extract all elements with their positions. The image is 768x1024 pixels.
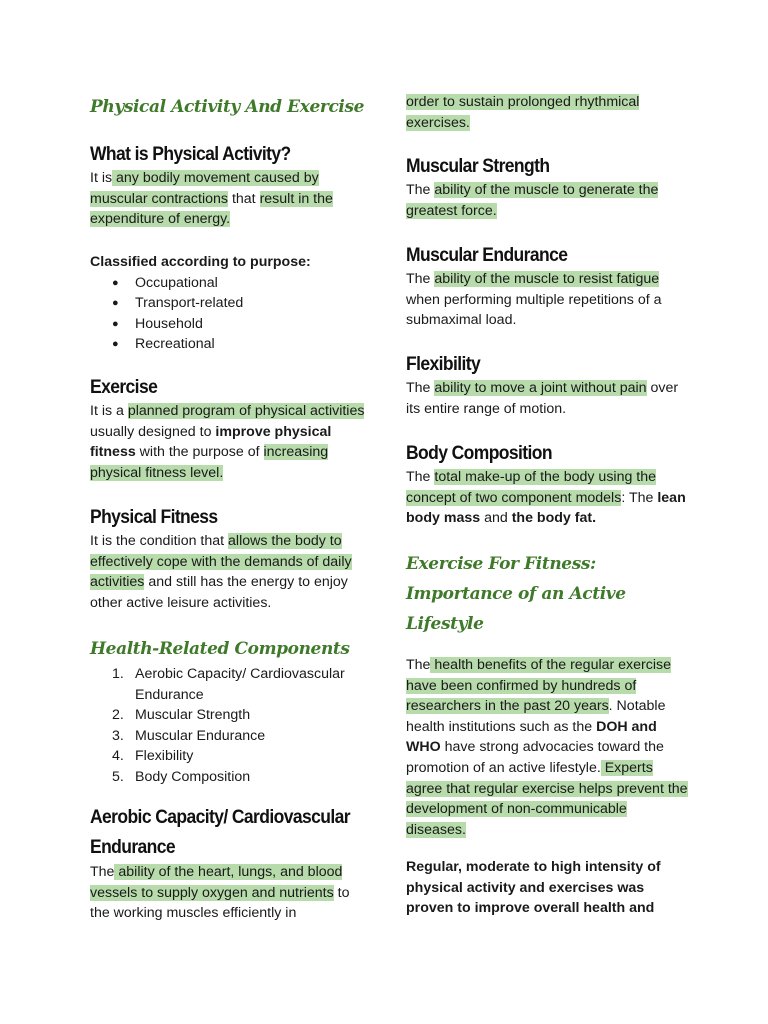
classified-label: Classified according to purpose: [90, 254, 311, 270]
text-run: The [406, 182, 435, 198]
highlighted-text: ability of the muscle to generate the greatest force. [406, 182, 659, 219]
section-heading: Health-Related Components [90, 639, 350, 659]
text-run: to the working muscles efficiently in [90, 884, 350, 922]
section-flexibility [406, 352, 688, 419]
text-run: have strong advocacies toward the promotion of an active lifestyle. [406, 739, 664, 776]
section-paragraph [406, 269, 688, 331]
highlighted-text: ability of the heart, lungs, and blood vessels to supply oxygen and nutrients [90, 864, 343, 901]
list-text: Body Composition [135, 768, 251, 785]
text-run: usually designed to [90, 423, 216, 440]
section-muscular-strength [406, 154, 688, 221]
section-heading: Muscular Endurance [406, 243, 568, 266]
text-run: and [480, 510, 512, 527]
list-number: 3. [112, 727, 124, 744]
section-heading: Body Composition [406, 441, 552, 464]
list-item: ● Recreational [112, 334, 372, 355]
bold-text: DOH and WHO [406, 718, 657, 756]
section-muscular-endurance [406, 243, 688, 331]
bold-text: the body fat. [511, 510, 597, 527]
section-paragraph [90, 531, 372, 613]
section-paragraph [406, 378, 688, 419]
highlighted-text: planned program of physical activities [127, 403, 365, 419]
section-heading: Flexibility [406, 352, 481, 375]
section-health-related-components [90, 634, 372, 788]
section-aerobic-capacity [90, 804, 372, 924]
section-heading: Exercise For Fitness: Importance of an Active Lifestyle [406, 554, 626, 634]
list-item: ● Transport-related [112, 293, 372, 314]
list-number: 1. [112, 666, 124, 682]
list-number: 5. [112, 768, 124, 785]
section-heading: Aerobic Capacity/ Cardiovascular Endurance [90, 804, 350, 858]
list-item [112, 746, 372, 767]
text-run: The [406, 469, 435, 485]
list-item [112, 726, 372, 747]
section-paragraph [406, 655, 688, 840]
text-run: . Notable health institutions such as the [406, 698, 666, 735]
list-text: Muscular Endurance [135, 727, 266, 744]
text-run: when performing multiple repetitions of a submaximal load. [406, 291, 662, 329]
highlighted-text: allows the body to effectively cope with the demands of daily activities [90, 533, 352, 591]
section-paragraph [90, 862, 372, 924]
document-title: Physical Activity And Exercise [90, 97, 365, 117]
bold-text: improve physical fitness [90, 423, 332, 461]
classified-list-block [90, 252, 372, 355]
section-paragraph [406, 467, 688, 529]
text-run: The [406, 380, 435, 396]
section-paragraph [406, 180, 688, 221]
purpose-list [90, 273, 372, 355]
list-number: 2. [112, 707, 124, 724]
section-paragraph [90, 401, 372, 483]
highlighted-text: increasing physical fitness level. [90, 444, 329, 481]
highlighted-text: order to sustain prolonged rhythmical exercises. [406, 94, 640, 131]
list-item: ● Occupational [112, 273, 372, 294]
bold-text: lean body mass [406, 489, 686, 527]
components-list [90, 664, 372, 788]
list-text: Aerobic Capacity/ Cardiovascular Endurance [135, 666, 345, 703]
text-run: The [406, 657, 431, 673]
closing-paragraph [406, 857, 688, 919]
text-run: that [228, 190, 260, 207]
section-importance [406, 549, 688, 840]
section-exercise [90, 375, 372, 483]
highlighted-text: result in the expenditure of energy. [90, 190, 333, 228]
text-run: : The [621, 489, 658, 506]
section-heading: Physical Fitness [90, 505, 218, 528]
section-what-is-physical-activity [90, 142, 372, 230]
list-item [112, 705, 372, 726]
text-run: over its entire range of motion. [406, 380, 679, 417]
text-run: The [406, 271, 435, 287]
aerobic-continuation [406, 92, 688, 133]
text-run: The [90, 864, 115, 880]
bold-text: Regular, moderate to high intensity of physical activity and exercises was proven to improve overall health and [406, 859, 661, 917]
list-item [112, 767, 372, 788]
highlighted-text: health benefits of the regular exercise have been confirmed by hundreds of researchers in the past 20 years [406, 657, 671, 715]
section-paragraph [90, 168, 372, 230]
text-run: and still has the energy to enjoy other active leisure activities. [90, 574, 348, 611]
section-physical-fitness [90, 505, 372, 613]
text-run: It is the condition that [90, 533, 229, 549]
list-number: 4. [112, 748, 124, 765]
text-run: It is [90, 170, 113, 186]
highlighted-text: Experts agree that regular exercise helps prevent the development of non-communicable diseases. [406, 759, 688, 838]
list-item: ● Household [112, 314, 372, 335]
section-heading: Exercise [90, 375, 158, 398]
list-text: Muscular Strength [135, 707, 251, 724]
section-heading: Muscular Strength [406, 154, 550, 177]
highlighted-text: total make-up of the body using the concept of two component models [406, 469, 657, 506]
section-body-composition [406, 441, 688, 529]
highlighted-text: any bodily movement caused by muscular contractions [90, 170, 319, 207]
list-item [112, 664, 372, 705]
section-heading: What is Physical Activity? [90, 142, 291, 165]
list-text: Flexibility [135, 748, 194, 765]
highlighted-text: ability of the muscle to resist fatigue [434, 271, 660, 287]
highlighted-text: ability to move a joint without pain [434, 380, 647, 396]
text-run: It is a [90, 403, 128, 419]
section-paragraph [406, 92, 688, 133]
text-run: with the purpose of [135, 444, 264, 461]
